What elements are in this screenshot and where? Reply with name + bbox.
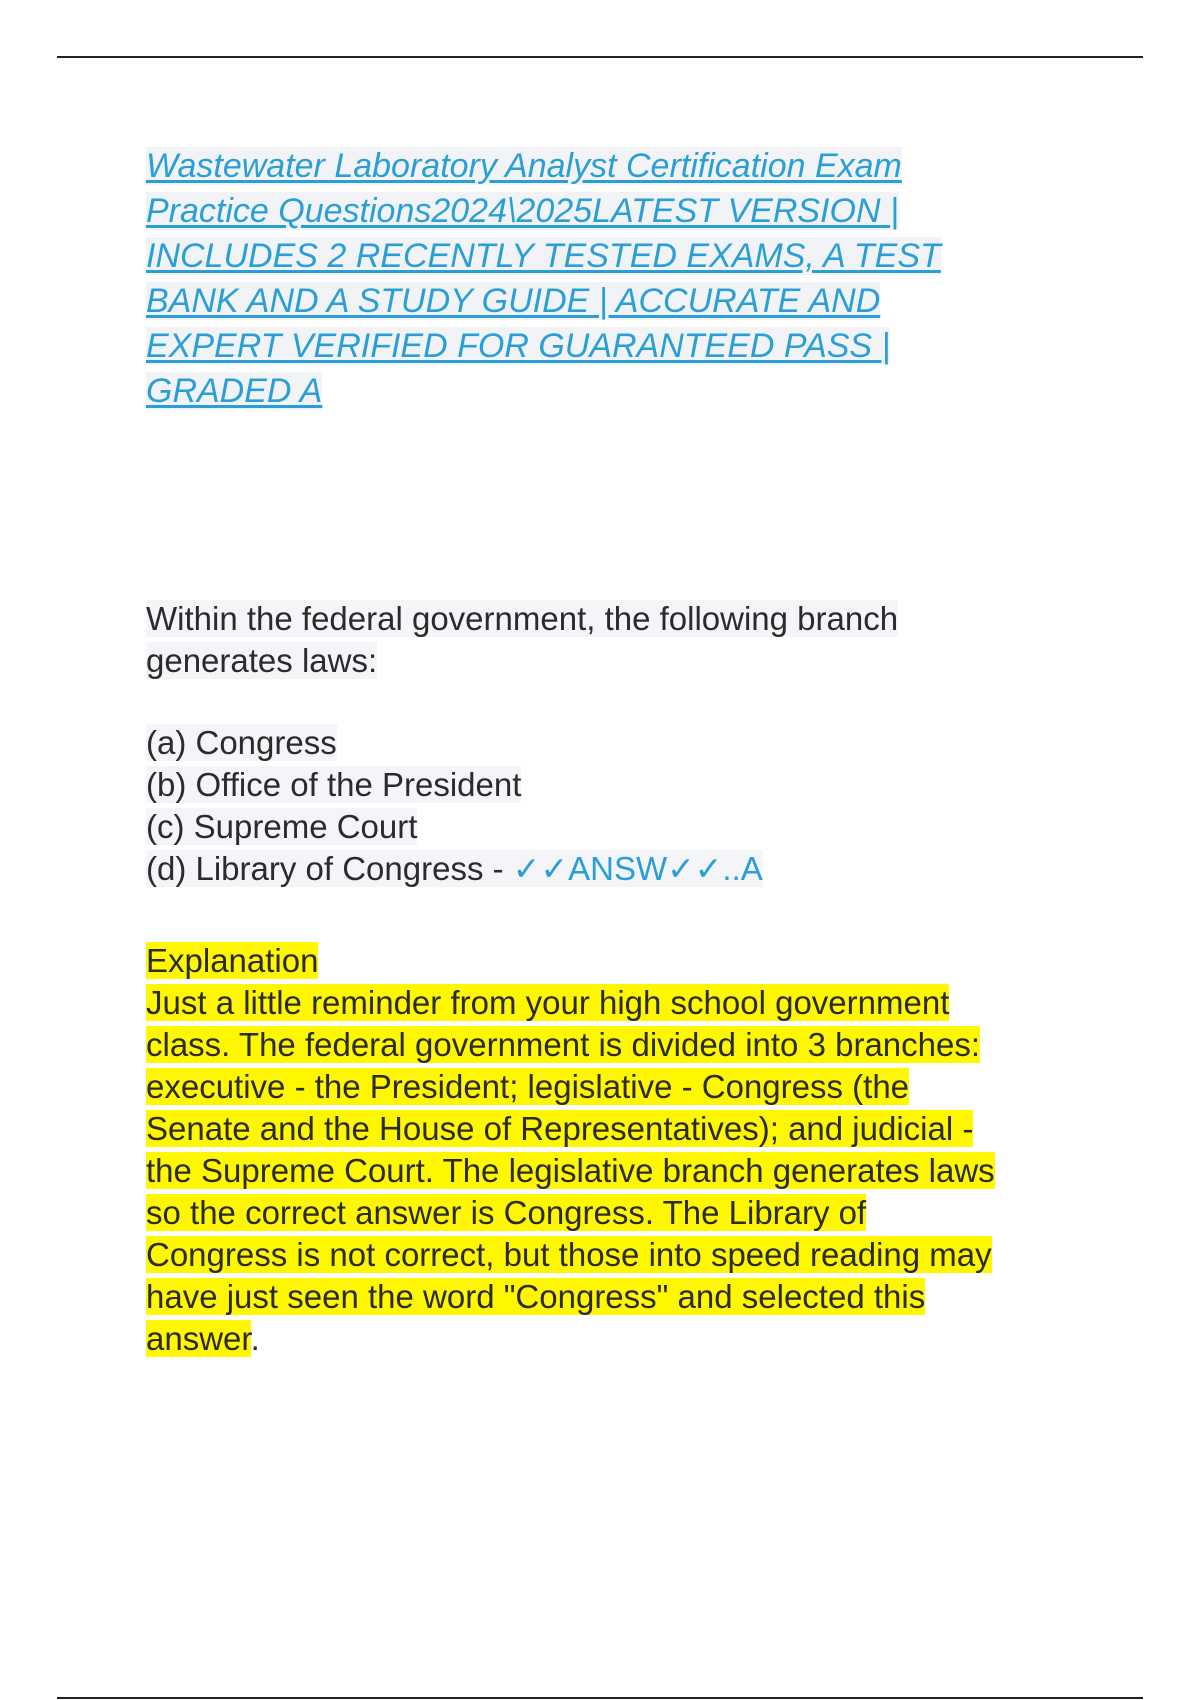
explanation-line: Just a little reminder from your high school government — [146, 984, 950, 1021]
answer-options — [146, 722, 1046, 890]
explanation-line: Senate and the House of Representatives); and judicial - — [146, 1110, 974, 1147]
explanation-line: so the correct answer is Congress. The Library of — [146, 1194, 867, 1231]
question-text — [146, 598, 1046, 682]
document-title-link[interactable] — [146, 144, 1026, 414]
explanation-line: the Supreme Court. The legislative branch generates laws — [146, 1152, 995, 1189]
explanation-block — [146, 940, 1086, 1360]
bottom-divider — [57, 1697, 1143, 1699]
top-divider — [57, 56, 1143, 58]
title-line[interactable]: Practice Questions2024\2025LATEST VERSION | — [146, 192, 899, 230]
answer-marker: ✓✓ANSW✓✓..A — [512, 850, 763, 887]
option-a: (a) Congress — [146, 724, 337, 761]
option-b: (b) Office of the President — [146, 766, 522, 803]
explanation-heading: Explanation — [146, 942, 319, 979]
explanation-period: . — [250, 1320, 260, 1357]
title-line[interactable]: EXPERT VERIFIED FOR GUARANTEED PASS | — [146, 327, 891, 365]
question-line: generates laws: — [146, 642, 378, 679]
title-line[interactable]: GRADED A — [146, 372, 323, 410]
title-line[interactable]: Wastewater Laboratory Analyst Certification Exam — [146, 147, 902, 185]
explanation-line: class. The federal government is divided into 3 branches: — [146, 1026, 981, 1063]
option-c: (c) Supreme Court — [146, 808, 418, 845]
option-d: (d) Library of Congress - ✓✓ANSW✓✓..A — [146, 850, 763, 887]
question-line: Within the federal government, the following branch — [146, 600, 899, 637]
title-line[interactable]: INCLUDES 2 RECENTLY TESTED EXAMS, A TEST — [146, 237, 941, 275]
explanation-line: answer — [146, 1320, 251, 1357]
explanation-line: Congress is not correct, but those into speed reading may — [146, 1236, 992, 1273]
title-line[interactable]: BANK AND A STUDY GUIDE | ACCURATE AND — [146, 282, 881, 320]
explanation-line: executive - the President; legislative - Congress (the — [146, 1068, 910, 1105]
explanation-line: have just seen the word "Congress" and selected this — [146, 1278, 926, 1315]
